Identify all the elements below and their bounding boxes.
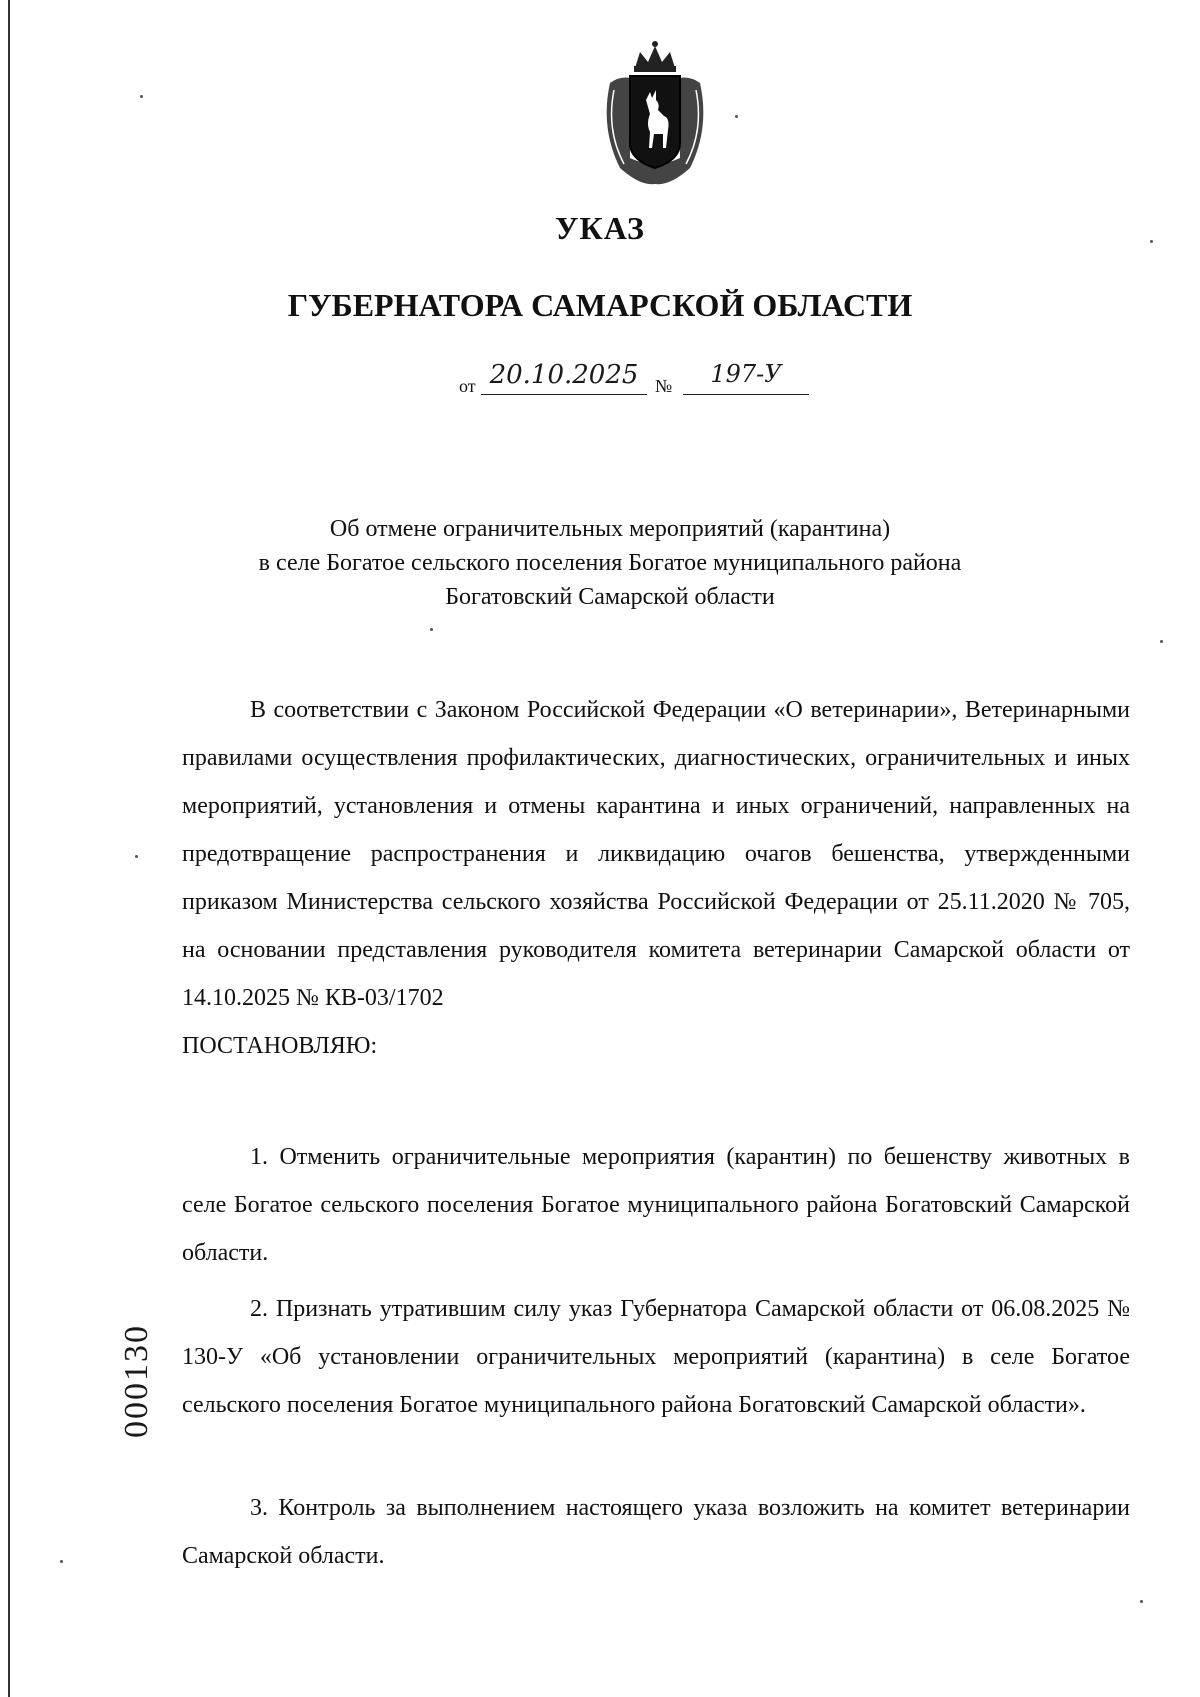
scan-speck [1140, 1600, 1143, 1603]
item-paragraph: 3. Контроль за выполнением настоящего указа возложить на комитет ветеринарии Самарской области. [182, 1495, 1130, 1569]
handwritten-number: 197-У [683, 360, 809, 395]
scan-speck [140, 95, 143, 98]
subject-line: Об отмене ограничительных мероприятий (карантина) [329, 516, 891, 542]
scan-speck [1160, 640, 1163, 643]
scan-edge-line [8, 0, 10, 1697]
scan-speck [60, 1560, 63, 1563]
preamble-block [182, 686, 1130, 1070]
date-number-line [459, 360, 859, 400]
number-label: № [655, 376, 673, 396]
issuer-title: ГУБЕРНАТОРА САМАРСКОЙ ОБЛАСТИ [287, 287, 913, 323]
document-type-title: УКАЗ [555, 210, 645, 246]
samara-region-coat-of-arms-icon [590, 38, 720, 188]
subject-line: в селе Богатое сельского поселения Богатое муниципального района [258, 550, 962, 576]
side-serial-stamp: 000130 [118, 1324, 155, 1438]
scan-speck [430, 628, 433, 631]
date-prefix: от [459, 376, 476, 396]
decree-item-2 [182, 1285, 1130, 1429]
decree-item-3 [182, 1484, 1130, 1580]
decree-subject [200, 512, 1020, 614]
handwritten-date: 20.10.2025 [481, 360, 647, 395]
scan-speck [1150, 240, 1153, 243]
item-paragraph: 1. Отменить ограничительные мероприятия (карантин) по бешенству животных в селе Богатое сельского поселения Богатое муниципального района Богатовский Самарской области. [182, 1144, 1130, 1266]
preamble-paragraph: В соответствии с Законом Российской Федерации «О ветеринарии», Ветеринарными правилами осуществления профилактических, диагностических, ограничительных и иных мероприятий, установления и отмены карантина и иных ограничений, направленных на предотвращение распространения и ликвидацию очагов бешенства, утвержденными приказом Министерства сельского хозяйства Российской Федерации от 25.11.2020 № 705, на основании представления руководителя комитета ветеринарии Самарской области от 14.10.2025 № КВ-03/1702 [182, 697, 1130, 1011]
subject-line: Богатовский Самарской области [445, 584, 775, 610]
decree-item-1 [182, 1133, 1130, 1277]
scan-speck [135, 855, 138, 858]
scan-speck [735, 115, 738, 118]
decree-word: ПОСТАНОВЛЯЮ: [182, 1033, 378, 1059]
item-paragraph: 2. Признать утратившим силу указ Губернатора Самарской области от 06.08.2025 № 130-У «Об установлении ограничительных мероприятий (карантина) в селе Богатое сельского поселения Богатое муниципального района Богатовский Самарской области». [182, 1296, 1130, 1418]
